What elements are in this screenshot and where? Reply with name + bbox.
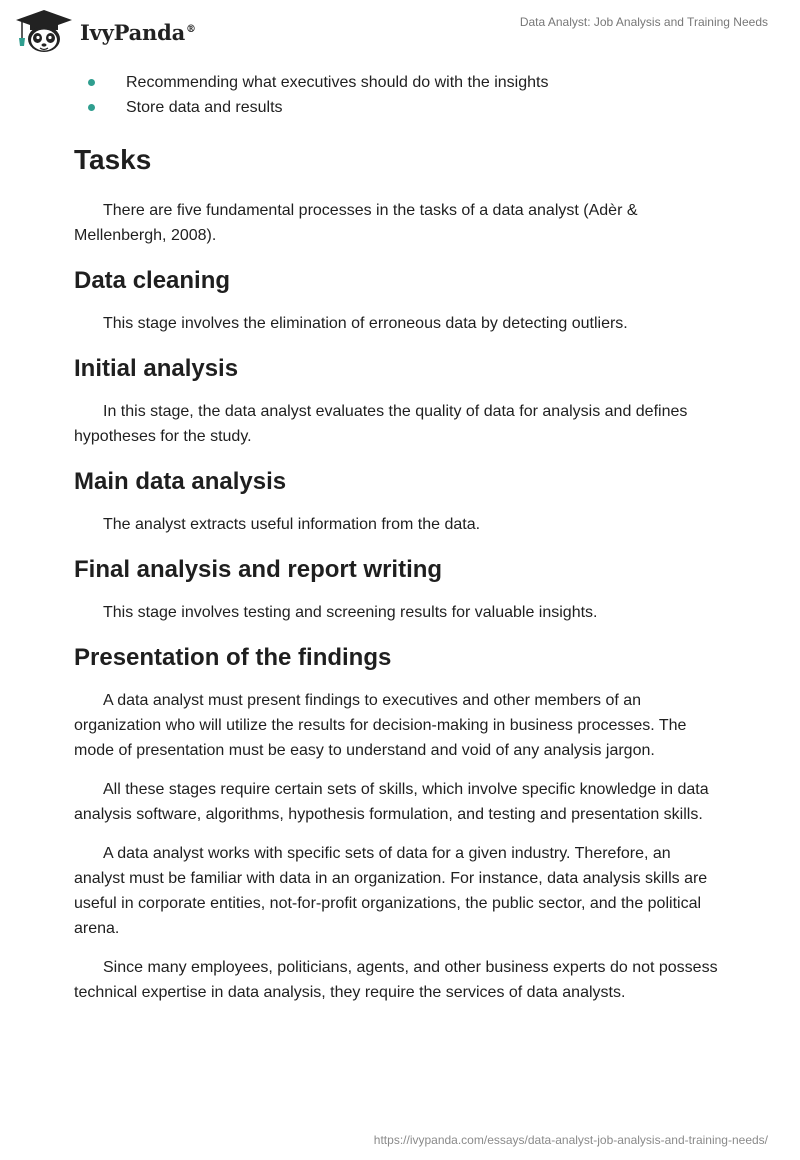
essay-body: [74, 70, 724, 1019]
brand-name: IvyPanda®: [80, 19, 196, 45]
section-heading-tasks: Tasks: [74, 144, 152, 175]
paragraph: A data analyst must present findings to executives and other members of an organization who will utilize the results for decision-making in business processes. The mode of presentation must be easy to understand and void of any analysis jargon.: [74, 692, 687, 759]
paragraph: A data analyst works with specific sets of data for a given industry. Therefore, an analyst must be familiar with data in an organization. For instance, data analysis skills are useful in corporate entities, not-for-profit organizations, the public sector, and the political arena.: [74, 845, 708, 937]
bullet-dot-icon: [88, 79, 95, 86]
page-header: [0, 0, 800, 60]
bullet-list: [74, 70, 724, 120]
section-heading-initial-analysis: Initial analysis: [74, 355, 239, 382]
paragraph: There are five fundamental processes in the tasks of a data analyst (Adèr & Mellenbergh, 2008).: [74, 202, 638, 244]
paragraph: In this stage, the data analyst evaluates the quality of data for analysis and defines hypotheses for the study.: [74, 403, 688, 445]
list-item: Recommending what executives should do with the insights: [74, 70, 724, 95]
source-url[interactable]: https://ivypanda.com/essays/data-analyst-job-analysis-and-training-needs/: [373, 1133, 768, 1147]
section-heading-main-data-analysis: Main data analysis: [74, 468, 287, 495]
section-heading-presentation: Presentation of the findings: [74, 644, 392, 671]
bullet-dot-icon: [88, 104, 95, 111]
section-heading-final-analysis: Final analysis and report writing: [74, 556, 443, 583]
paragraph: This stage involves testing and screening results for valuable insights.: [103, 604, 598, 621]
paragraph: All these stages require certain sets of skills, which involve specific knowledge in data analysis software, algorithms, hypothesis formulation, and testing and presentation skills.: [74, 781, 709, 823]
list-item: Store data and results: [74, 95, 724, 120]
logo[interactable]: [14, 8, 196, 54]
paragraph: This stage involves the elimination of erroneous data by detecting outliers.: [103, 315, 628, 332]
document-title: Data Analyst: Job Analysis and Training Needs: [519, 15, 768, 29]
paragraph: Since many employees, politicians, agents, and other business experts do not possess technical expertise in data analysis, they require the services of data analysts.: [74, 959, 718, 1001]
panda-logo-icon: [14, 8, 74, 54]
paragraph: The analyst extracts useful information from the data.: [103, 516, 481, 533]
section-heading-data-cleaning: Data cleaning: [74, 267, 231, 294]
